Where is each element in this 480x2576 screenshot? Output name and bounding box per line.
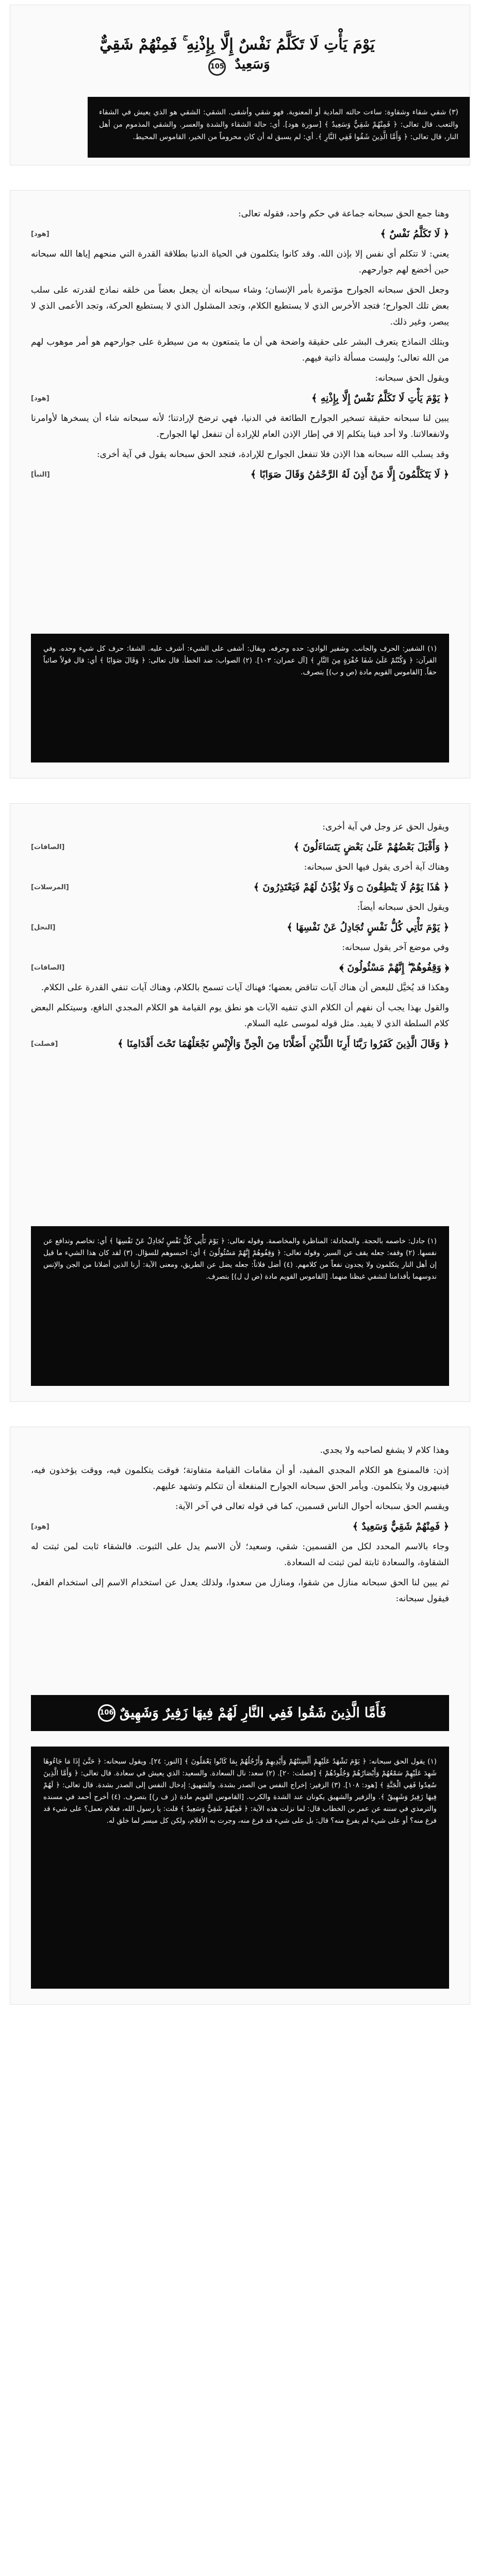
footnote-text: (٣) شقي شقاء وشقاوة: ساءت حالته المادية أو المعنوية. فهو شقي وأشقى. الشقي: الشقي هو الذي يعيش في الشقاء والتعب. قال تعالى: ﴿ فَمِنْهُمْ شَقِيٌّ وَسَعِيدٌ ﴾ [سورة هود]. أي: حالة الشقاء والشدة والعسر. والشقي المذموم من أهل النار، قال تعالى: ﴿ وَأَمَّا الَّذِينَ شَقُوا فَفِي النَّارِ ﴾. أي: لم يسبق له أن كان محروماً من الخير، القاموس المحيط. bbox=[99, 108, 458, 141]
quran-verse bbox=[31, 879, 449, 895]
verse-text: ﴿ وَقَالَ الَّذِينَ كَفَرُوا رَبَّنَا أَرِنَا اللَّذَيْنِ أَضَلَّانَا مِنَ الْجِنِّ وَالْإِنْسِ نَجْعَلْهُمَا تَحْتَ أَقْدَامِنَا ﴾ bbox=[118, 1038, 449, 1049]
featured-verse-banner bbox=[31, 1695, 449, 1731]
paragraph: يبين لنا سبحانه حقيقة تسخير الجوارح الطائعة في الدنيا، فهي ترضخ لإرادتنا؛ لأنه سبحانه شاء أن يسخرها لأوامرنا ولانفعالاتنا. ولا أحد فينا يتكلم إلا في إطار الإذن العام للإرادة أن تنفعل لها الجوارح. bbox=[31, 413, 449, 439]
quran-verse bbox=[31, 1519, 449, 1535]
paragraph: وبتلك النماذج يتعرف البشر على حقيقة واضحة هي أن ما يتمتعون به من سيطرة على جوارحهم هو أمر موهوب لهم من الله تعالى؛ وليست مسألة ذاتية فيهم. bbox=[31, 337, 449, 363]
surah-ref: [هود] bbox=[31, 230, 49, 238]
page-3 bbox=[10, 804, 470, 1401]
surah-ref: [النبأ] bbox=[31, 471, 50, 479]
surah-ref: [هود] bbox=[31, 395, 49, 402]
verse-text: ﴿ لَا تَكَلَّمُ نَفْسٌ ﴾ bbox=[380, 228, 449, 240]
page-3-footnotes bbox=[31, 1226, 449, 1386]
header-verse-line-1: يَوْمَ يَأْتِ لَا تَكَلَّمُ نَفْسٌ إِلَّا بِإِذْنِهِ ۚ فَمِنْهُمْ شَقِيٌّ bbox=[100, 36, 375, 54]
quran-verse bbox=[31, 960, 449, 976]
paragraph: وهناك آية أخرى يقول فيها الحق سبحانه: bbox=[304, 862, 449, 872]
paragraph: والقول بهذا يجب أن نفهم أن الكلام الذي تنفيه الآيات هو نطق يوم القيامة هو الكلام المجدي النافع، وسيتكلم البعض كلام السلطة الذي لا يفيد. مثل قوله لموسى عليه السلام. bbox=[31, 1003, 449, 1029]
verse-text: ﴿ وَقِفُوهُمْ ۖ إِنَّهُمْ مَسْئُولُونَ ﴾ bbox=[339, 962, 449, 973]
surah-ref: [فصلت] bbox=[31, 1040, 58, 1048]
paragraph: ويقسم الحق سبحانه أحوال الناس قسمين، كما في قوله تعالى في آخر الآية: bbox=[175, 1501, 449, 1512]
verse-text: ﴿ يَوْمَ يَأْتِ لَا تَكَلَّمُ نَفْسٌ إِلَّا بِإِذْنِهِ ﴾ bbox=[311, 393, 449, 404]
paragraph: وقد يسلب الله سبحانه هذا الإذن فلا تنفعل الجوارح للإرادة، فتجد الحق سبحانه يقول في آية أخرى: bbox=[96, 449, 449, 460]
verse-text: ﴿ يَوْمَ تَأْتِي كُلُّ نَفْسٍ تُجَادِلُ عَنْ نَفْسِهَا ﴾ bbox=[287, 922, 449, 933]
surah-ref: [الصافات] bbox=[31, 964, 65, 972]
surah-ref: [النحل] bbox=[31, 924, 56, 931]
verse-text: ﴿ وَأَقْبَلَ بَعْضُهُمْ عَلَىٰ بَعْضٍ يَتَسَاءَلُونَ ﴾ bbox=[293, 841, 449, 853]
surah-ref: [هود] bbox=[31, 1523, 49, 1531]
footnote-text: (١) يقول الحق سبحانه: ﴿ يَوْمَ تَشْهَدُ عَلَيْهِمْ أَلْسِنَتُهُمْ وَأَيْدِيهِمْ وَأَرْجُلُهُمْ بِمَا كَانُوا يَعْمَلُونَ ﴾ [النور: ٢٤]. ويقول سبحانه: ﴿ حَتَّىٰ إِذَا مَا جَاءُوهَا شَهِدَ عَلَيْهِمْ سَمْعُهُمْ وَأَبْصَارُهُمْ وَجُلُودُهُمْ ﴾ [فصلت: ٢٠]. (٢) سعد: نال السعادة. والسعيد: الذي يعيش في سعادة. قال تعالى: ﴿ وَأَمَّا الَّذِينَ سُعِدُوا فَفِي الْجَنَّةِ ﴾ [هود: ١٠٨]. (٣) الزفير: إخراج النفس من الصدر بشدة. والشهيق: إدخال النفس إلى الصدر بشدة. قال تعالى: ﴿ لَهُمْ فِيهَا زَفِيرٌ وَشَهِيقٌ ﴾. والزفير والشهيق يكونان عند الشدة والكرب. [القاموس القويم مادة (ز ف ر)] بتصرف. (٤) أخرج أحمد في مسنده والترمذي في سننه عن عمر بن الخطاب قال: لما نزلت هذه الآية: ﴿ فَمِنْهُمْ شَقِيٌّ وَسَعِيدٌ ﴾ قلت: يا رسول الله، فعلام نعمل؟ على شيء قد فرغ منه؟ أو على شيء لم يفرغ منه؟ قال: بل على شيء قد فرغ منه، وجرت به الأقلام، ولكن كل ميسر لما خلق له. bbox=[43, 1757, 437, 1825]
quran-verse bbox=[31, 391, 449, 406]
paragraph: ويقول الحق عز وجل في آية أخرى: bbox=[322, 822, 449, 832]
paragraph: ويقول الحق سبحانه: bbox=[375, 373, 449, 383]
surah-header bbox=[62, 20, 412, 92]
paragraph: يعني: لا تتكلم أي نفس إلا بإذن الله. وقد كانوا يتكلمون في الحياة الدنيا بطلاقة القدرة التي منحهم إياها الله سبحانه حين أخضع لهم جوارحهم. bbox=[31, 249, 449, 275]
paragraph: وجاء بالاسم المحدد لكل من القسمين: شقي، وسعيد؛ لأن الاسم يدل على الثبوت. فالشقاء ثابت لمن ثبتت له الشقاوة، والسعادة ثابتة لمن ثبتت له السعادة. bbox=[31, 1541, 449, 1568]
quran-verse bbox=[31, 839, 449, 855]
paragraph: ثم يبين لنا الحق سبحانه منازل من شقوا، ومنازل من سعدوا، ولذلك يعدل عن استخدام الاسم إلى استخدام الفعل، فيقول سبحانه: bbox=[31, 1578, 449, 1604]
verse-text: ﴿ لَا يَتَكَلَّمُونَ إِلَّا مَنْ أَذِنَ لَهُ الرَّحْمَٰنُ وَقَالَ صَوَابًا ﴾ bbox=[250, 469, 449, 480]
page-2-footnotes bbox=[31, 634, 449, 762]
paragraph: وفي موضع آخر يقول سبحانه: bbox=[342, 942, 449, 953]
paragraph: وهذا كلام لا يشفع لصاحبه ولا يجدي. bbox=[320, 1445, 449, 1455]
ayah-number-ornament: 105 bbox=[208, 58, 226, 76]
footnote-text: (١) جادل: خاصمه بالحجة. والمجادلة: المناظرة والمخاصمة. وقوله تعالى: ﴿ يَوْمَ تَأْتِي كُلُّ نَفْسٍ تُجَادِلُ عَنْ نَفْسِهَا ﴾ أي: تخاصم وتدافع عن نفسها. (٢) وقفه: جعله يقف عن السير. وقوله تعالى: ﴿ وَقِفُوهُمْ إِنَّهُمْ مَسْئُولُونَ ﴾ أي: احبسوهم للسؤال. (٣) لقد كان هذا الشيء ما قيل إن أهل النار يتكلمون ولا يجدون نفعاً من كلامهم. (٤) أضل فلاناً: جعله يضل عن الطريق، ومعنى الآية: أرنا الذين أضلانا من الجن والإنس ندوسهما بأقدامنا لنشفي غيظنا منهما. [القاموس القويم مادة (ض ل ل)] بتصرف. bbox=[43, 1237, 437, 1281]
verse-text: ﴿ فَمِنْهُمْ شَقِيٌّ وَسَعِيدٌ ﴾ bbox=[352, 1521, 449, 1532]
quran-verse bbox=[31, 467, 449, 483]
page-4-body bbox=[31, 1443, 449, 1611]
top-footnote bbox=[88, 97, 470, 158]
header-verse-line-2 bbox=[204, 57, 270, 76]
featured-verse-text: فَأَمَّا الَّذِينَ شَقُوا فَفِي النَّارِ لَهُمْ فِيهَا زَفِيرٌ وَشَهِيقٌ bbox=[119, 1705, 387, 1721]
page-3-body bbox=[31, 819, 449, 1056]
surah-ref: [الصافات] bbox=[31, 843, 65, 851]
page-1 bbox=[10, 5, 470, 165]
page-2-body bbox=[31, 206, 449, 487]
ayah-number-ornament: 106 bbox=[98, 1704, 115, 1722]
paragraph: وهنا جمع الحق سبحانه جماعة في حكم واحد، فقوله تعالى: bbox=[238, 209, 449, 219]
verse-text: ﴿ هَٰذَا يَوْمُ لَا يَنْطِقُونَ ۝ وَلَا يُؤْذَنُ لَهُمْ فَيَعْتَذِرُونَ ﴾ bbox=[253, 882, 449, 893]
quran-verse bbox=[31, 920, 449, 936]
page-4 bbox=[10, 1427, 470, 2004]
quran-verse bbox=[31, 1036, 449, 1052]
paragraph: ويقول الحق سبحانه أيضاً: bbox=[357, 902, 449, 912]
footnote-text: (١) الشفير: الحرف والجانب. وشفير الوادي: حده وحرفه. ويقال: أشفى على الشيء: أشرف عليه. الشفا: حرف كل شيء وحده. وفي القرآن: ﴿ وَكُنْتُمْ عَلَىٰ شَفَا حُفْرَةٍ مِنَ النَّارِ ﴾ [آل عمران: ١٠٣]. (٢) الصواب: ضد الخطأ. قال تعالى: ﴿ وَقَالَ صَوَابًا ﴾ أي: قال قولاً صائباً حقاً. [القاموس القويم مادة (ص و ب)] بتصرف. bbox=[43, 645, 437, 676]
page-2 bbox=[10, 191, 470, 778]
header-verse-word: وَسَعِيدٌ bbox=[235, 57, 270, 72]
paragraph: وهكذا قد يُخيَّل للبعض أن هناك آيات تناقض بعضها؛ فهناك آيات تسمح بالكلام، وهناك آيات تنفي القدرة على الكلام. bbox=[41, 982, 449, 993]
page-4-footnotes bbox=[31, 1747, 449, 1989]
paragraph: إذن: فالممنوع هو الكلام المجدي المفيد، أو أن مقامات القيامة متفاوتة؛ فوقت يتكلمون فيه، ووقت يؤخذون فيه، فينبهرون ولا يتكلمون. ويأمر الحق سبحانه الجوارح المنفعلة أن تتكلم وتشهد عليهم. bbox=[31, 1465, 449, 1492]
quran-verse bbox=[31, 226, 449, 242]
surah-ref: [المرسلات] bbox=[31, 884, 69, 891]
paragraph: وجعل الحق سبحانه الجوارح مؤتمرة بأمر الإنسان؛ وشاء سبحانه أن يجعل بعضاً من خلقه نماذج لقدرته على سلب بعض تلك الجوارح؛ فتجد الأخرس الذي لا يستطيع الكلام، وتجد المشلول الذي لا يستطيع الحركة، وتجد الأعمى الذي لا يبصر، وغير ذلك. bbox=[31, 285, 449, 327]
